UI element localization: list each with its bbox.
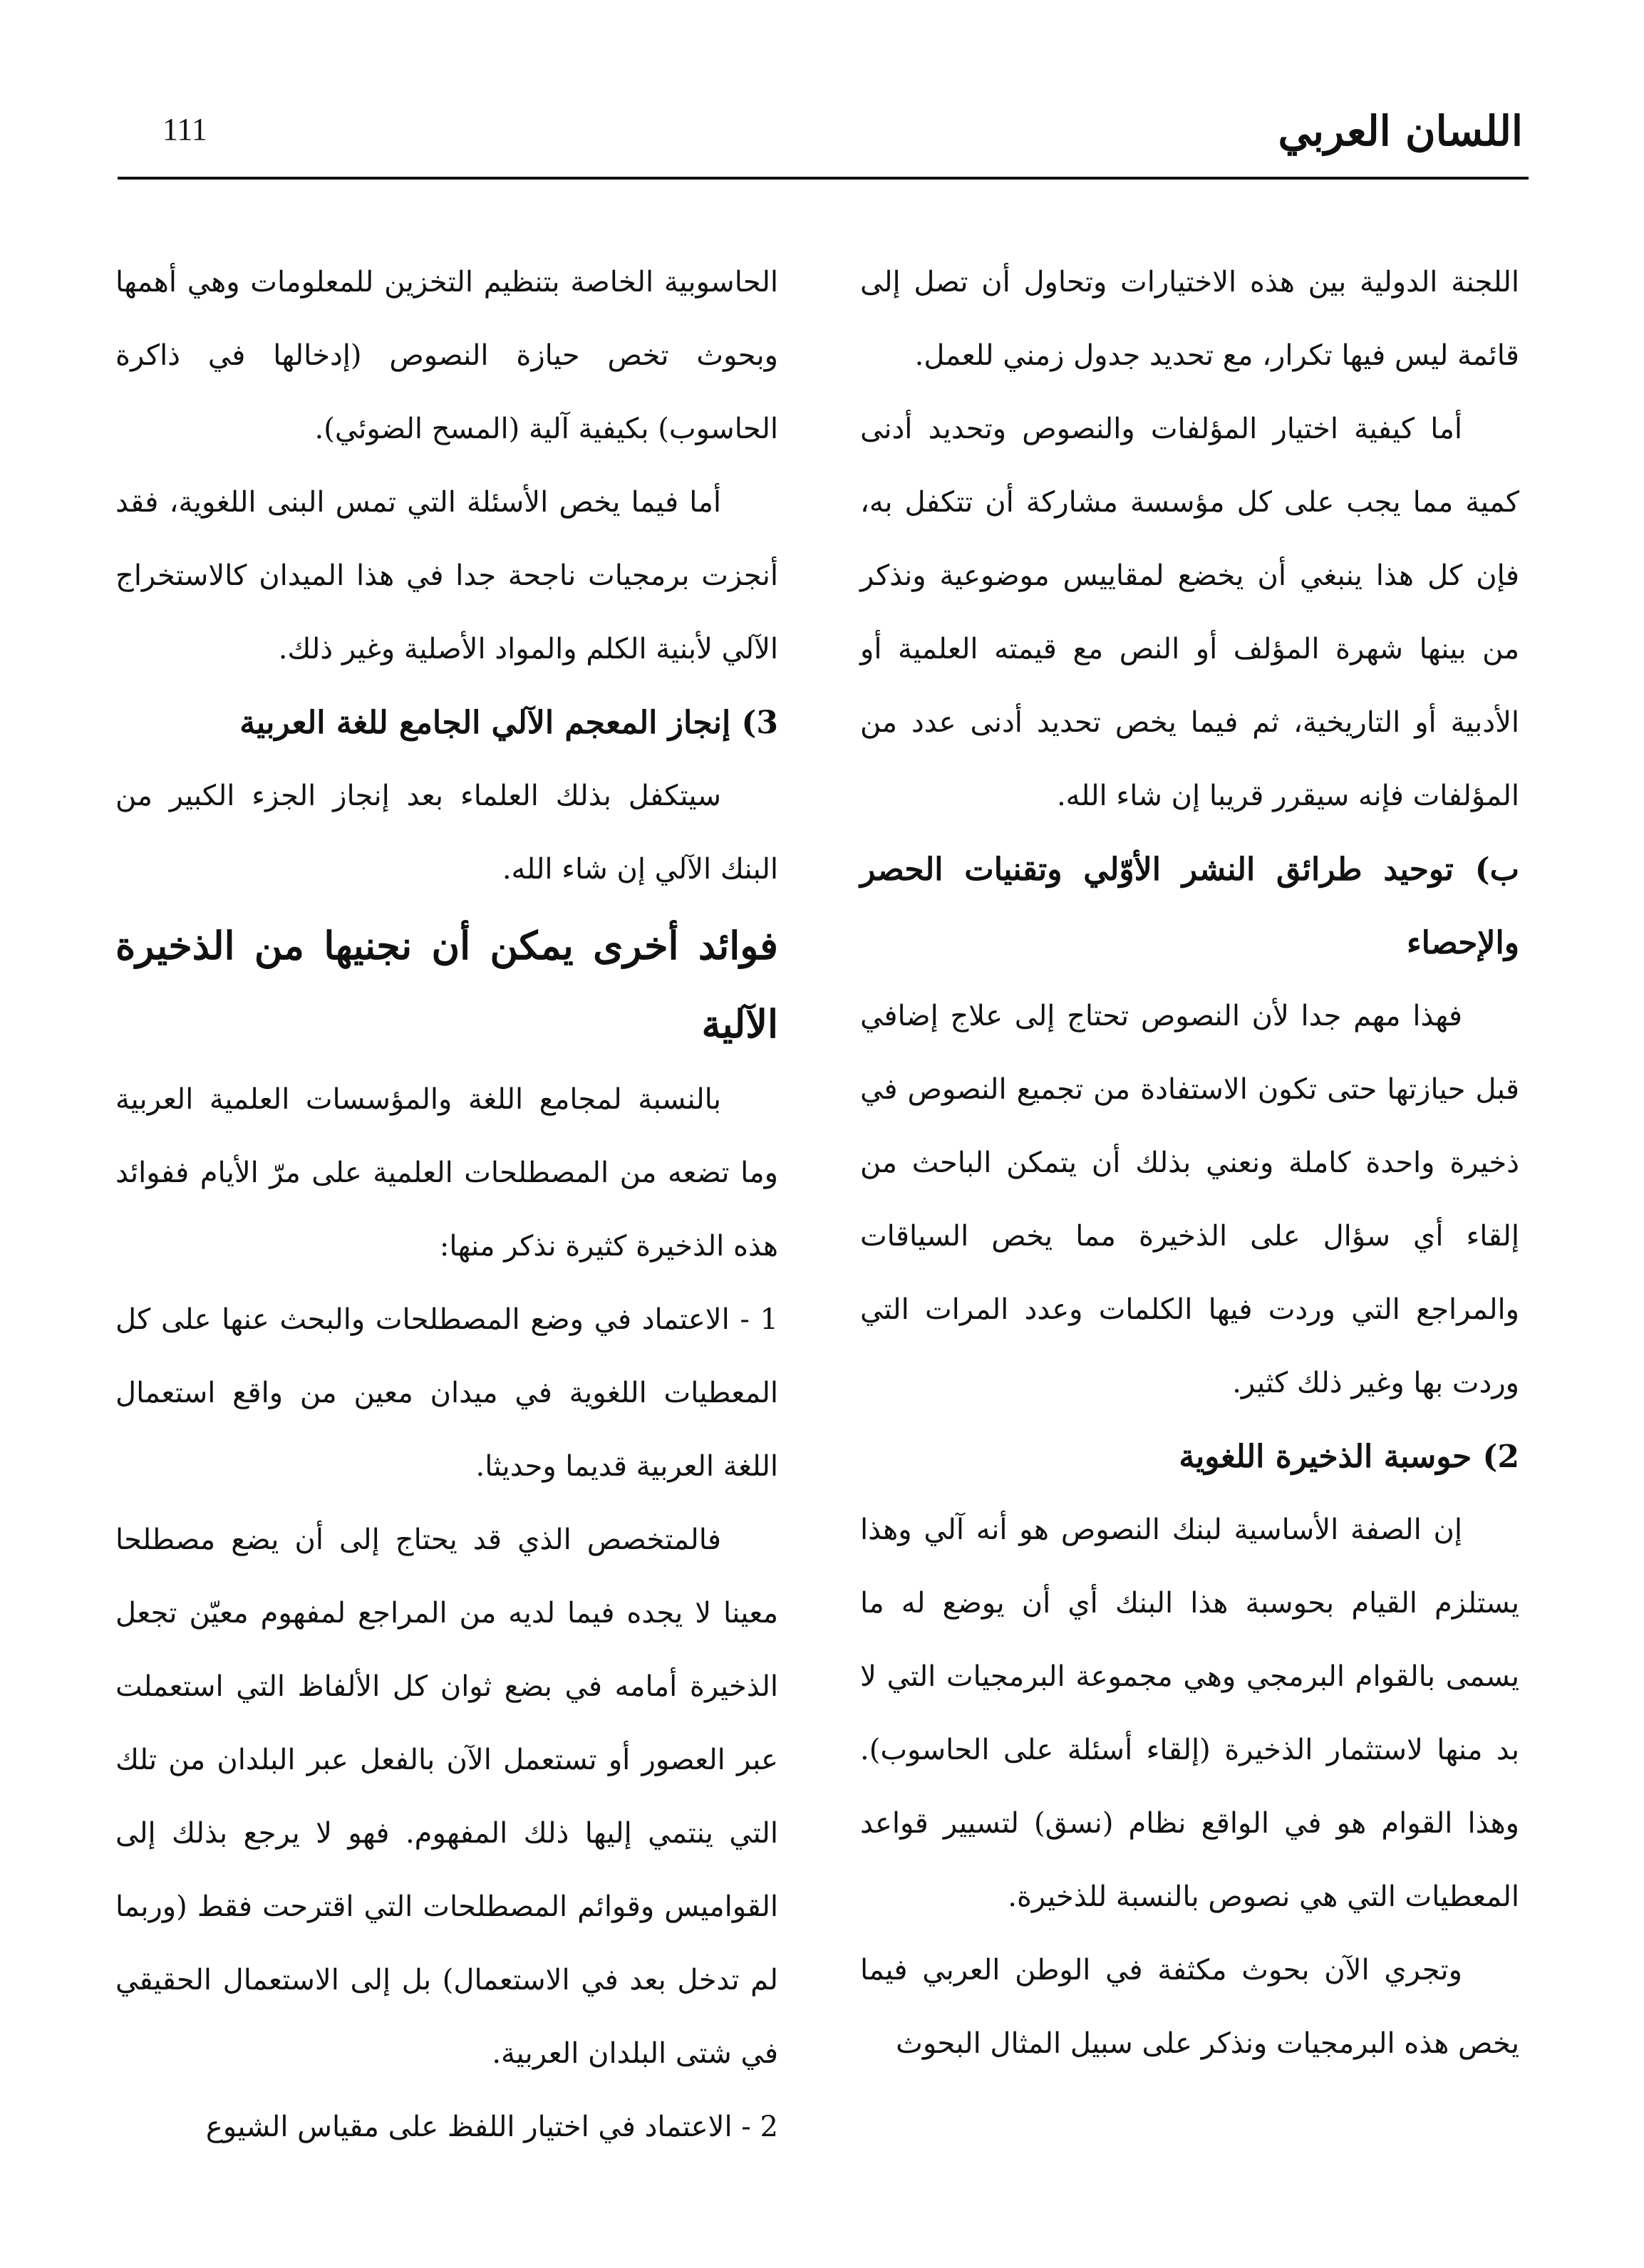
list-item: 2 - الاعتماد في اختيار اللفظ على مقياس الشيوع [205, 2111, 778, 2143]
page-number: 111 [162, 112, 207, 147]
paragraph: فهذا مهم جدا لأن النصوص تحتاج إلى علاج إضافي قبل حيازتها حتى تكون الاستفادة من تجميع النصوص في ذخيرة واحدة كاملة ونعني بذلك أن يتمكن الباحث من إلقاء أي سؤال على الذخيرة مما يخص السياقات والمراجع التي وردت فيها الكلمات وعدد المرات التي وردت بها وغير ذلك كثير. [860, 1000, 1519, 1399]
list-item: 1 - الاعتماد في وضع المصطلحات والبحث عنها على كل المعطيات اللغوية في ميدان معين من واقع استعمال اللغة العربية قديما وحديثا. [115, 1303, 778, 1483]
paragraph: أما فيما يخص الأسئلة التي تمس البنى اللغوية، فقد أنجزت برمجيات ناجحة جدا في هذا الميدان كالاستخراج الآلي لأبنية الكلم والمواد الأصلية وغير ذلك. [115, 486, 779, 666]
right-column [860, 246, 1519, 2081]
paragraph: أما كيفية اختيار المؤلفات والنصوص وتحديد أدنى كمية مما يجب على كل مؤسسة مشاركة أن تتكفل به، فإن كل هذا ينبغي أن يخضع لمقاييس موضوعية ونذكر من بينها شهرة المؤلف أو النص مع قيمته العلمية أو الأدبية أو التاريخية، ثم فيما يخص تحديد أدنى عدد من المؤلفات فإنه سيقرر قريبا إن شاء الله. [860, 413, 1519, 812]
paragraph: سيتكفل بذلك العلماء بعد إنجاز الجزء الكبير من البنك الآلي إن شاء الله. [115, 780, 778, 886]
paragraph: بالنسبة لمجامع اللغة والمؤسسات العلمية العربية وما تضعه من المصطلحات العلمية على مرّ الأيام ففوائد هذه الذخيرة كثيرة نذكر منها: [115, 1083, 778, 1263]
paragraph: اللجنة الدولية بين هذه الاختيارات وتحاول أن تصل إلى قائمة ليس فيها تكرار، مع تحديد جدول زمني للعمل. [860, 266, 1519, 372]
section-heading: ب) توحيد طرائق النشر الأوّلي وتقنيات الحصر والإحصاء [860, 851, 1519, 961]
left-column [115, 246, 778, 2164]
paragraph: فالمتخصص الذي قد يحتاج إلى أن يضع مصطلحا معينا لا يجده فيما لديه من المراجع لمفهوم معيّن تجعل الذخيرة أمامه في بضع ثوان كل الألفاظ التي استعملت عبر العصور أو تستعمل الآن بالفعل عبر البلدان من تلك التي ينتمي إليها ذلك المفهوم. فهو لا يرجع بذلك إلى القواميس وقوائم المصطلحات التي اقترحت فقط (وربما لم تدخل بعد في الاستعمال) بل إلى الاستعمال الحقيقي في شتى البلدان العربية. [115, 1523, 779, 2070]
section-heading: 2) حوسبة الذخيرة اللغوية [1179, 1439, 1519, 1475]
journal-title: اللسان العربي [1278, 107, 1523, 155]
paragraph: إن الصفة الأساسية لبنك النصوص هو أنه آلي وهذا يستلزم القيام بحوسبة هذا البنك أي أن يوضع له ما يسمى بالقوام البرمجي وهي مجموعة البرمجيات التي لا بد منها لاستثمار الذخيرة (إلقاء أسئلة على الحاسوب). وهذا القوام هو في الواقع نظام (نسق) لتسيير قواعد المعطيات التي هي نصوص بالنسبة للذخيرة. [860, 1513, 1519, 1913]
paragraph: وتجري الآن بحوث مكثفة في الوطن العربي فيما يخص هذه البرمجيات ونذكر على سبيل المثال البحوث [860, 1954, 1519, 2060]
section-heading: 3) إنجاز المعجم الآلي الجامع للغة العربية [239, 705, 778, 741]
paragraph: الحاسوبية الخاصة بتنظيم التخزين للمعلومات وهي أهمها وبحوث تخص حيازة النصوص (إدخالها في ذاكرة الحاسوب) بكيفية آلية (المسح الضوئي). [115, 266, 778, 445]
header-rule [118, 177, 1529, 180]
major-heading: فوائد أخرى يمكن أن نجنيها من الذخيرة الآلية [115, 923, 778, 1047]
